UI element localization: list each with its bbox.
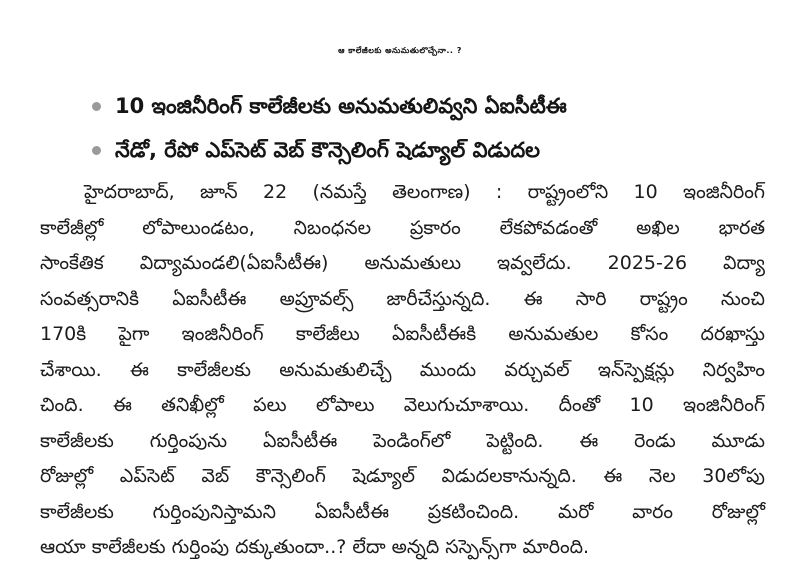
headline: ఆ కాలేజీలకు అనుమతులొచ్చేనా.. ? xyxy=(338,46,462,56)
subheadline-item xyxy=(92,128,772,172)
body-line: చేశాయి. ఈ కాలేజీలకు అనుమతులిచ్చే ముందు వర్చువల్ ఇన్‌స్పెక్షన్లు నిర్వహిం xyxy=(40,358,765,381)
body-line: సాంకేతిక విద్యామండలి(ఏఐసీటీఈ) అనుమతులు ఇవ్వలేదు. 2025-26 విద్యా xyxy=(40,252,765,274)
body-line: కాలేజీల్లో లోపాలుండటం, నిబంధనల ప్రకారం లేకపోవడంతో అఖిల భారత xyxy=(40,216,765,239)
subheadline-text: 10 ఇంజినీరింగ్ కాలేజీలకు అనుమతులివ్వని ఏఐసీటీఈ xyxy=(115,94,567,118)
body-line: రోజుల్లో ఎప్‌సెట్ వెబ్ కౌన్సెలింగ్ షెడ్యూల్ విడుదలకానున్నది. ఈ నెల 30లోపు xyxy=(40,465,765,487)
bullet-icon xyxy=(92,102,101,111)
body-line: హైదరాబాద్, జూన్ 22 (నమస్తే తెలంగాణ) : రాష్ట్రంలోని 10 ఇంజినీరింగ్ xyxy=(84,181,765,203)
body-line: 170కి పైగా ఇంజినీరింగ్ కాలేజీలు ఏఐసీటీఈకి అనుమతుల కోసం దరఖాస్తు xyxy=(40,323,765,345)
body-line: కాలేజీలకు గుర్తింపును ఏఐసీటీఈ పెండింగ్‌లో పెట్టింది. ఈ రెండు మూడు xyxy=(40,429,765,452)
body-line: కాలేజీలకు గుర్తింపునిస్తామని ఏఐసీటీఈ ప్రకటించింది. మరో వారం రోజుల్లో xyxy=(40,500,765,523)
subheadline-text: నేడో, రేపో ఎప్‌సెట్ వెబ్ కౌన్సెలింగ్ షెడ్యూల్ విడుదల xyxy=(115,138,541,162)
subheadline-list xyxy=(92,84,772,172)
subheadline-item xyxy=(92,84,772,128)
body-line: సంవత్సరానికి ఏఐసీటీఈ అప్రూవల్స్ జారీచేస్తున్నది. ఈ సారి రాష్ట్రం నుంచి xyxy=(40,287,765,310)
bullet-icon xyxy=(92,146,101,155)
body-line: ఆయా కాలేజీలకు గుర్తింపు దక్కుతుందా..? లేదా అన్నది సస్పెన్స్‌గా మారింది. xyxy=(40,536,590,558)
body-line: చింది. ఈ తనిఖీల్లో పలు లోపాలు వెలుగుచూశాయి. దీంతో 10 ఇంజినీరింగ్ xyxy=(40,394,765,416)
article-body xyxy=(40,175,765,566)
